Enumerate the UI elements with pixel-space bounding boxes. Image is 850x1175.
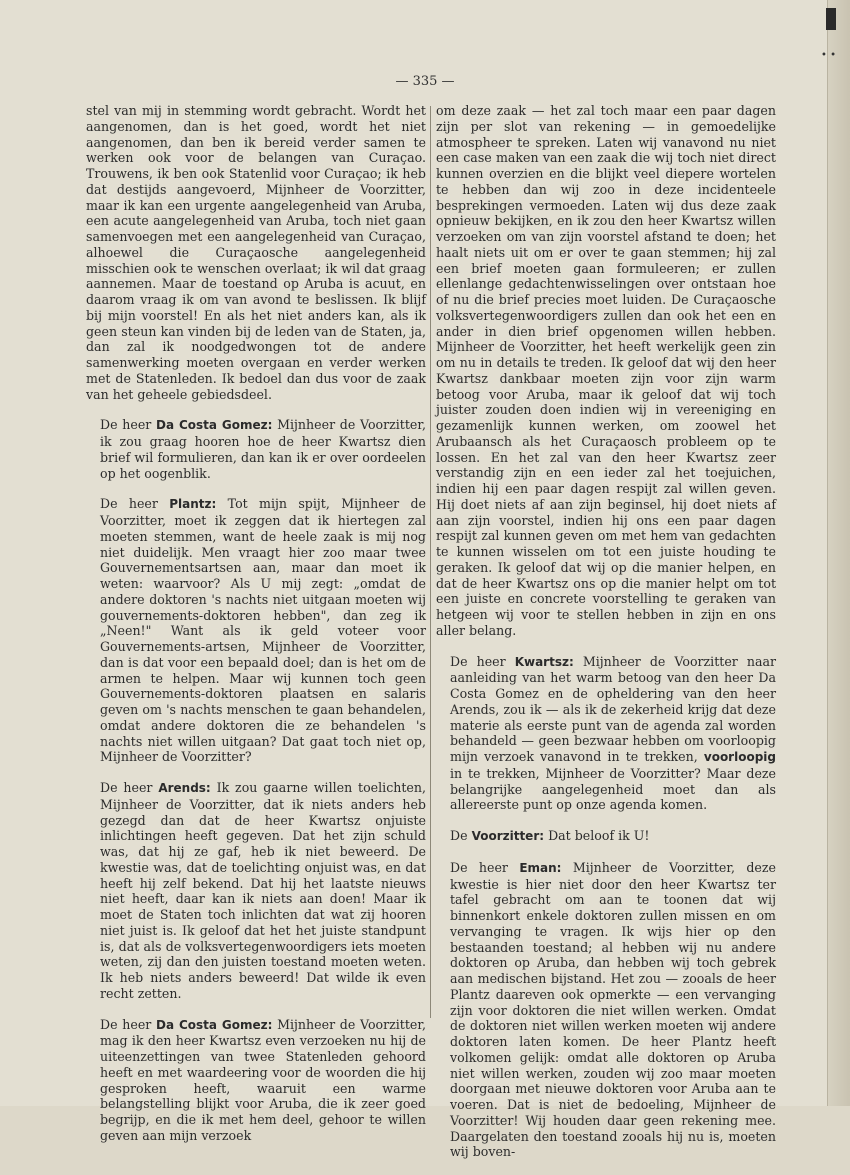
paragraph-kwartsz: [436, 654, 776, 814]
scan-corner-mark: [826, 8, 836, 30]
page-number: — 335 —: [395, 74, 455, 89]
speaker-prefix: De heer: [100, 1016, 152, 1032]
speaker-prefix: De heer: [450, 653, 506, 669]
paragraph-text: in te trekken, Mijnheer de Voorzitter? Maar deze belangrijke aangelegenheid moet dan als allereerste punt op onze agenda komen.: [450, 765, 776, 813]
paragraph: [436, 103, 776, 639]
paragraph-text: Ik zou gaarne willen toelichten, Mijnheer de Voorzitter, dat ik niets anders heb gezegd dan dat de heer Kwartsz onjuiste inlichtingen heeft gegeven. Dat het zijn schuld was, dat hij ze gaf, heb ik niet beweerd. De kwestie was, dat de toelichting onjuist was, en dat heeft hij zelf bekend. Dat hij het laatste nieuws niet heeft, daar kan ik niets aan doen! Maar ik moet de Staten toch inlichten dat wat zij hooren niet juist is. Ik geloof dat het het juiste standpunt is, dat als de volksvertegenwoordigers iets moeten weten, zij dan den juisten toestand moeten weten. Ik heb niets anders beweerd! Dat wilde ik even recht zetten.: [100, 780, 426, 1001]
paragraph-text: Tot mijn spijt, Mijnheer de Voorzitter, moet ik zeggen dat ik hiertegen zal moeten stemmen, want de heele zaak is mij nog niet duidelijk. Men vraagt hier zoo maar twee Gouvernementsartsen aan, maar dan moet ik weten: waarvoor? Als U mij zegt: „omdat de andere doktoren 's nachts niet uitgaan moeten wij gouvernements-doktoren hebben", dan zeg ik „Neen!" Want als ik geld voteer voor Gouvernements-artsen, Mijnheer de Voorzitter, dan is dat voor een bepaald doel; dan is het om de armen te helpen. Maar wij kunnen toch geen Gouvernements-doktoren plaatsen en salaris geven om 's nachts menschen te gaan behandelen, omdat andere doktoren die ze behandelen 's nachts niet willen uitgaan? Dat gaat toch niet op, Mijnheer de Voorzitter?: [100, 496, 426, 765]
paragraph-plantz: [86, 496, 426, 765]
column-divider: [430, 106, 431, 1018]
bold-word: voorloopig: [703, 750, 776, 764]
paragraph-da-costa-gomez-1: [86, 417, 426, 481]
speaker-prefix: De heer: [100, 496, 158, 512]
paragraph-text: Mijnheer de Voorzitter, mag ik den heer Kwartsz even verzoeken nu hij de uiteenzettingen van twee Statenleden gehoord heeft en met waardeering voor de woorden die hij gesproken heeft, waaruit een warme belangstelling blijkt voor Aruba, die ik zeer goed begrijp, en die ik met hem deel, gehoor te willen geven aan mijn verzoek: [100, 1016, 427, 1143]
speaker-prefix: De heer: [100, 417, 152, 433]
paragraph-arends: [86, 780, 426, 1002]
paragraph-text: Mijnheer de Voorzitter, deze kwestie is hier niet door den heer Kwartsz ter tafel gebracht om aan te toonen dat wij binnenkort enkele doktoren zullen missen en om vervanging te vragen. Ik wijs hier op den bestaanden toestand; al hebben wij nu andere doktoren op Aruba, dan hebben wij toch gebrek aan medischen bijstand. Het zou — zooals de heer Plantz daareven ook opmerkte — een vervanging zijn voor doktoren die niet willen werken. Omdat de doktoren niet willen werken moeten wij andere doktoren laten komen. De heer Plantz heeft volkomen gelijk: omdat alle doktoren op Aruba niet willen werken, zouden wij zoo maar moeten doorgaan met nieuwe doktoren voor Aruba aan te voeren. Dat is niet de bedoeling, Mijnheer de Voorzitter! Wij houden daar geen rekening mee. Daargelaten den toestand zooals hij nu is, moeten wij boven-: [450, 859, 776, 1160]
speaker-name: Kwartsz:: [514, 654, 574, 669]
speaker-name: Eman:: [519, 860, 562, 875]
paragraph-text: Mijnheer de Voorzitter naar aanleiding van het warm betoog van den heer Da Costa Gomez en de opheldering van den heer Arends, zou ik — als ik de zekerheid krijg dat deze materie als eerste punt van de agenda zal worden behandeld — geen bezwaar hebben om voorloopig mijn verzoek vanavond in te trekken,: [450, 653, 776, 764]
speaker-name: Da Costa Gomez:: [156, 1017, 273, 1032]
paragraph-voorzitter: [436, 828, 776, 845]
speaker-name: Voorzitter:: [471, 829, 545, 843]
page-edge: [827, 0, 850, 1106]
speaker-name: Da Costa Gomez:: [156, 418, 273, 433]
speaker-prefix: De heer: [100, 780, 153, 795]
paragraph-text: om deze zaak — het zal toch maar een paar dagen zijn per slot van rekening — in gemoedelijke atmospheer te spreken. Laten wij vanavond nu niet een case maken van een zaak die wij toch niet direct kunnen overzien en die blijkt veel dieperе wortelen te hebben dan wij zoo in deze incidenteele besprekingen vermoeden. Laten wij dus deze zaak opnieuw bekijken, en ik zou den heer Kwartsz willen verzoeken om van zijn voorstel afstand te doen; het haalt niets uit om er over te gaan stemmen; hij zal een brief moeten gaan formuleeren; er zullen ellenlange gedachtenwisselingen over ontstaan hoe of nu die brief precies moet luiden. De Curaçaosche volksvertegenwoordigers zullen dan ook het een en ander in dien brief opgenomen willen hebben. Mijnheer de Voorzitter, het heeft werkelijk geen zin om nu in details te treden. Ik geloof dat wij den heer Kwartsz dankbaar moeten zijn voor zijn warm betoog voor Aruba, maar ik geloof dat wij toch juister zouden doen indien wij in vereeniging en gezamenlijk kunnen werken, om zoowel het Arubaansch als het Curaçaosch probleem op te lossen. En het zal van den heer Kwartsz zeer verstandig zijn en een ieder zal het toejuichen, indien hij een paar dagen respijt zal willen geven. Hij doet niets af aan zijn beginsel, hij doet niets af aan zijn voorstel, indien hij ons een paar dagen respijt zal kunnen geven om met hem van gedachten te kunnen wisselen om tot een juiste houding te geraken. Ik geloof dat wij op die manier helpen, en dat de heer Kwartsz ons op die manier helpt om tot een juiste en concrete voorstelling te geraken van hetgeen wij voor te stellen hebben in zijn en ons aller belang.: [436, 103, 776, 638]
speaker-name: Plantz:: [169, 497, 217, 512]
paragraph-text: Dat beloof ik U!: [548, 828, 650, 843]
paragraph: [86, 103, 426, 402]
left-column: [86, 103, 426, 1159]
paragraph-text: Mijnheer de Voorzitter, ik zou graag hooren hoe de heer Kwartsz dien brief wil formulieren, dan kan ik er over oordeelen op het oogenblik.: [100, 417, 427, 481]
speaker-prefix: De: [450, 828, 468, 843]
speaker-prefix: De heer: [450, 859, 508, 875]
speaker-name: Arends:: [158, 781, 211, 795]
scan-dots: • •: [821, 50, 836, 61]
paragraph-eman: [436, 860, 776, 1160]
paragraph-da-costa-gomez-2: [86, 1017, 426, 1144]
right-column: [436, 103, 776, 1175]
paragraph-text: stel van mij in stemming wordt gebracht. Wordt het aangenomen, dan is het goed, wordt het niet aangenomen, dan ben ik bereid verder samen te werken ook voor de belangen van Curaçao. Trouwens, ik ben ook Statenlid voor Curaçao; ik heb dat destijds aangevoerd, Mijnheer de Voorzitter, maar ik kan een urgente aangelegenheid van Aruba, een acute aangelegenheid van Aruba, toch niet gaan samenvoegen met een aangelegenheid van Curaçao, alhoewel die Curaçaosche aangelegenheid misschien ook te wenschen overlaat; ik wil dat graag aannemen. Maar de toestand op Aruba is acuut, en daarom vraag ik om van avond te beslissen. Ik blijf bij mijn voorstel! En als het niet anders kan, als ik geen steun kan vinden bij de leden van de Staten, ja, dan zal ik noodgedwongen tot de andere samenwerking moeten overgaan en verder werken met de Statenleden. Ik bedoel dan dus voor de zaak van het geheele gebiedsdeel.: [86, 103, 426, 402]
